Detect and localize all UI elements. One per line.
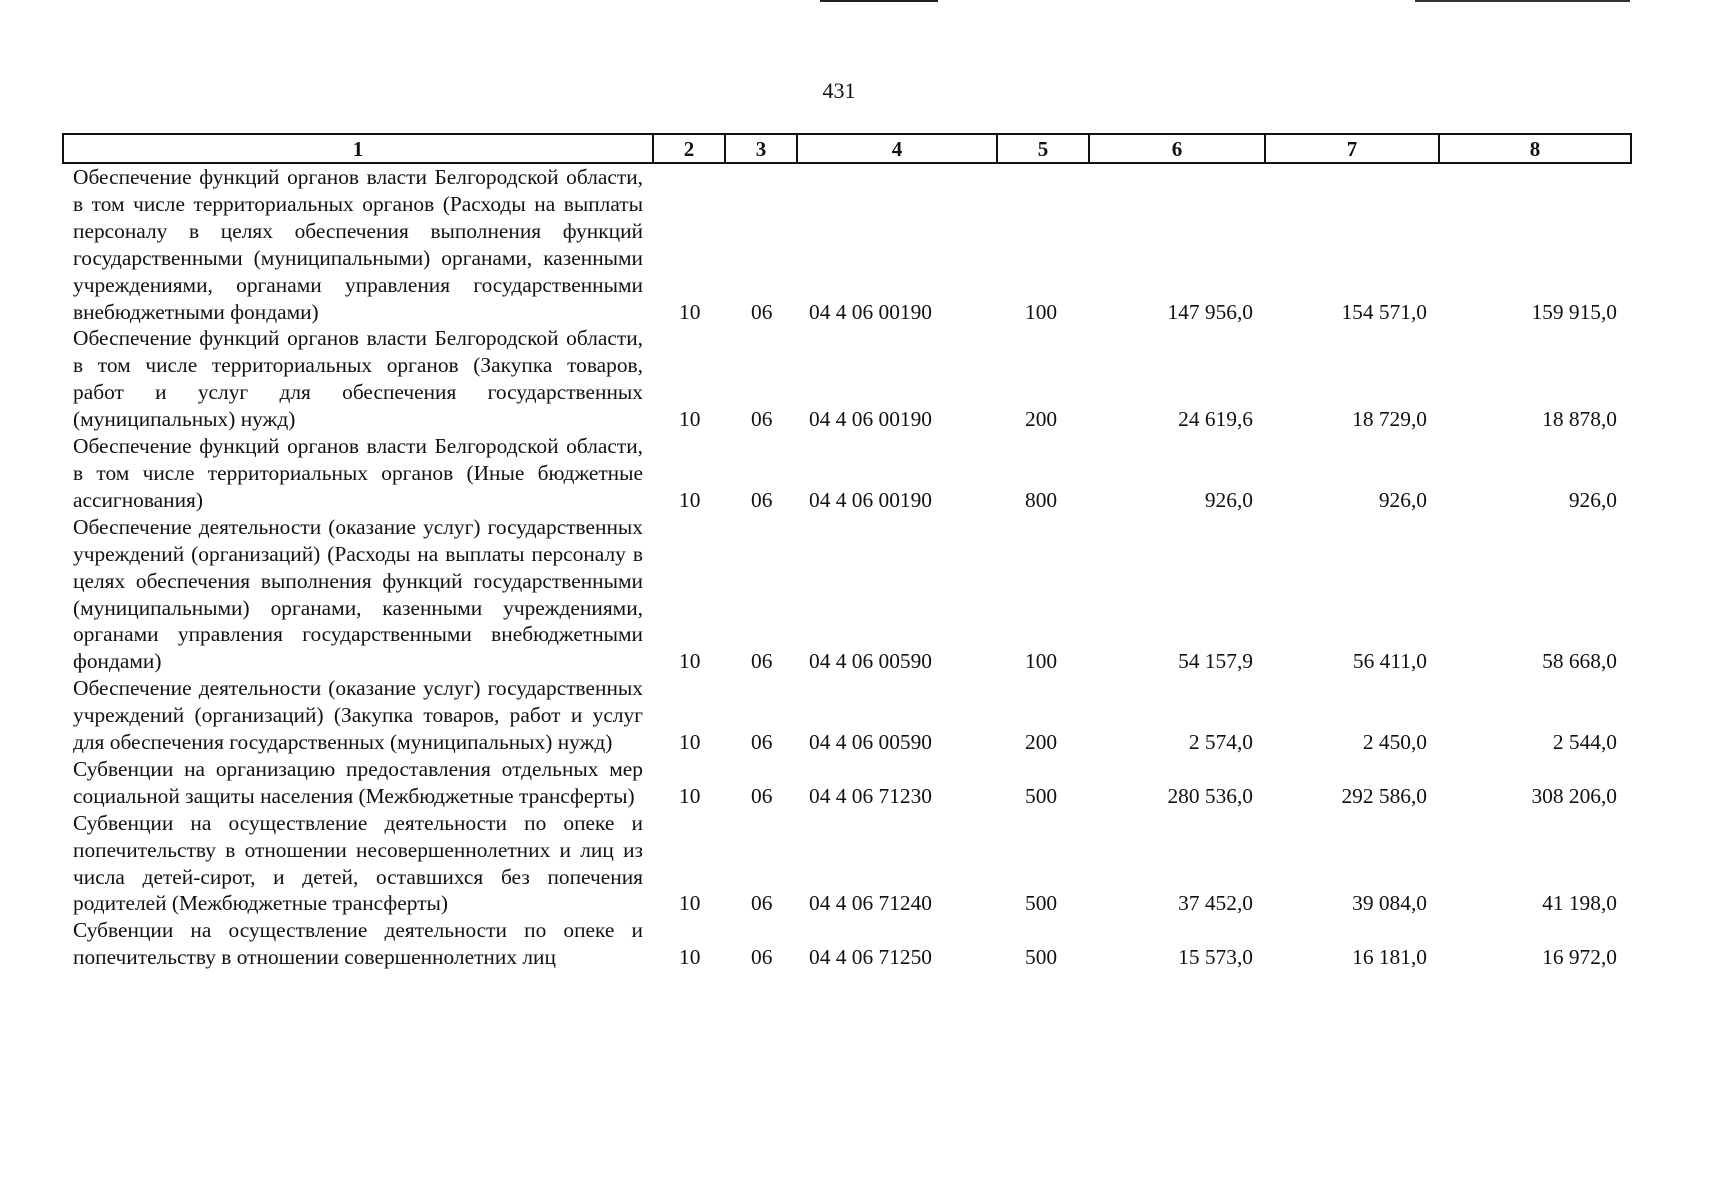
column-header-8: 8 bbox=[1439, 134, 1631, 163]
row-description: Обеспечение функций органов власти Белгородской области, в том числе территориальных органов (Иные бюджетные ассигнования) bbox=[73, 434, 643, 512]
row-value-8: 159 915,0 bbox=[1531, 299, 1617, 324]
row-value-6: 37 452,0 bbox=[1178, 891, 1253, 916]
row-subsection: 06 bbox=[751, 891, 773, 916]
row-subsection: 06 bbox=[751, 730, 773, 755]
row-value-8: 308 206,0 bbox=[1531, 783, 1617, 808]
row-section: 10 bbox=[679, 407, 701, 432]
row-target-article: 04 4 06 00590 bbox=[809, 730, 932, 755]
row-value-6: 24 619,6 bbox=[1178, 407, 1253, 432]
scan-edge-line bbox=[1415, 0, 1630, 2]
row-description: Обеспечение деятельности (оказание услуг) государственных учреждений (организаций) (Закупка товаров, работ и услуг для обеспечения государственных (муниципальных) нужд) bbox=[73, 676, 643, 755]
row-target-article: 04 4 06 00190 bbox=[809, 299, 932, 324]
row-section: 10 bbox=[679, 649, 701, 674]
column-header-3: 3 bbox=[725, 134, 797, 163]
column-header-5: 5 bbox=[997, 134, 1089, 163]
row-value-6: 147 956,0 bbox=[1167, 299, 1253, 324]
row-section: 10 bbox=[679, 891, 701, 916]
row-value-7: 2 450,0 bbox=[1362, 730, 1427, 755]
row-value-6: 280 536,0 bbox=[1167, 783, 1253, 808]
row-target-article: 04 4 06 00190 bbox=[809, 487, 932, 512]
row-value-7: 16 181,0 bbox=[1352, 945, 1427, 970]
row-description: Обеспечение деятельности (оказание услуг) государственных учреждений (организаций) (Расходы на выплаты персоналу в целях обеспечения выполнения функций государственными (муниципальными) органами, казенными учреждениями, органами управления государственными внебюджетными фондами) bbox=[73, 514, 643, 674]
row-target-article: 04 4 06 71230 bbox=[809, 783, 932, 808]
column-header-4: 4 bbox=[797, 134, 997, 163]
table-row bbox=[63, 514, 1631, 675]
row-value-8: 18 878,0 bbox=[1542, 407, 1617, 432]
row-value-8: 16 972,0 bbox=[1542, 945, 1617, 970]
table-row bbox=[63, 756, 1631, 810]
row-expense-type: 100 bbox=[1025, 299, 1058, 324]
row-value-8: 2 544,0 bbox=[1552, 730, 1617, 755]
row-expense-type: 100 bbox=[1025, 649, 1058, 674]
row-description: Субвенции на организацию предоставления отдельных мер социальной защиты населения (Межбюджетные трансферты) bbox=[73, 756, 643, 808]
row-subsection: 06 bbox=[751, 487, 773, 512]
row-value-8: 58 668,0 bbox=[1542, 649, 1617, 674]
row-expense-type: 200 bbox=[1025, 730, 1058, 755]
row-expense-type: 500 bbox=[1025, 783, 1058, 808]
row-subsection: 06 bbox=[751, 649, 773, 674]
row-description: Обеспечение функций органов власти Белгородской области, в том числе территориальных органов (Закупка товаров, работ и услуг для обеспечения государственных (муниципальных) нужд) bbox=[73, 326, 643, 432]
column-header-7: 7 bbox=[1265, 134, 1439, 163]
row-value-6: 2 574,0 bbox=[1188, 730, 1253, 755]
row-subsection: 06 bbox=[751, 407, 773, 432]
row-target-article: 04 4 06 00190 bbox=[809, 407, 932, 432]
row-section: 10 bbox=[679, 945, 701, 970]
row-section: 10 bbox=[679, 730, 701, 755]
column-header-6: 6 bbox=[1089, 134, 1265, 163]
row-target-article: 04 4 06 71240 bbox=[809, 891, 932, 916]
table-row bbox=[63, 917, 1631, 971]
table-row bbox=[63, 163, 1631, 325]
row-expense-type: 200 bbox=[1025, 407, 1058, 432]
budget-table bbox=[62, 133, 1632, 971]
table-row bbox=[63, 325, 1631, 433]
table-row bbox=[63, 433, 1631, 514]
column-header-2: 2 bbox=[653, 134, 725, 163]
row-value-8: 41 198,0 bbox=[1542, 891, 1617, 916]
row-value-8: 926,0 bbox=[1568, 487, 1617, 512]
row-subsection: 06 bbox=[751, 783, 773, 808]
row-subsection: 06 bbox=[751, 945, 773, 970]
row-section: 10 bbox=[679, 487, 701, 512]
table-header-row bbox=[63, 134, 1631, 163]
page-number: 431 bbox=[822, 78, 856, 103]
scan-edge-line bbox=[820, 0, 938, 2]
table-row bbox=[63, 675, 1631, 756]
row-description: Обеспечение функций органов власти Белгородской области, в том числе территориальных органов (Расходы на выплаты персоналу в целях обеспечения выполнения функций государственными (муниципальными) органами, казенными учреждениями, органами управления государственными внебюджетными фондами) bbox=[73, 165, 643, 324]
row-value-6: 54 157,9 bbox=[1178, 649, 1253, 674]
row-section: 10 bbox=[679, 299, 701, 324]
row-value-7: 292 586,0 bbox=[1341, 783, 1427, 808]
row-value-7: 56 411,0 bbox=[1352, 649, 1427, 674]
row-value-7: 154 571,0 bbox=[1341, 299, 1427, 324]
row-value-7: 39 084,0 bbox=[1352, 891, 1427, 916]
row-description: Субвенции на осуществление деятельности по опеке и попечительству в отношении совершеннолетних лиц bbox=[73, 918, 643, 970]
row-value-6: 15 573,0 bbox=[1178, 945, 1253, 970]
table-row bbox=[63, 810, 1631, 918]
row-value-7: 926,0 bbox=[1378, 487, 1427, 512]
column-header-1: 1 bbox=[63, 134, 653, 163]
row-expense-type: 500 bbox=[1025, 945, 1058, 970]
row-subsection: 06 bbox=[751, 299, 773, 324]
row-target-article: 04 4 06 71250 bbox=[809, 945, 932, 970]
row-description: Субвенции на осуществление деятельности по опеке и попечительству в отношении несовершеннолетних и лиц из числа детей-сирот, и детей, оставшихся без попечения родителей (Межбюджетные трансферты) bbox=[73, 810, 643, 916]
row-expense-type: 500 bbox=[1025, 891, 1058, 916]
row-section: 10 bbox=[679, 783, 701, 808]
row-value-7: 18 729,0 bbox=[1352, 407, 1427, 432]
row-expense-type: 800 bbox=[1025, 487, 1058, 512]
row-target-article: 04 4 06 00590 bbox=[809, 649, 932, 674]
row-value-6: 926,0 bbox=[1204, 487, 1253, 512]
